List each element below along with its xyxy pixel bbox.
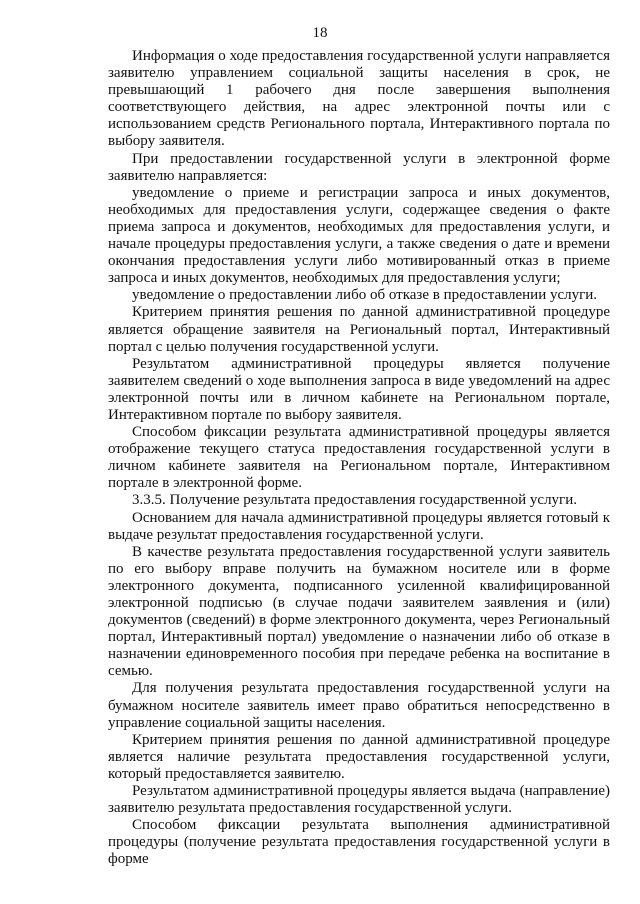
page-number: 18 (312, 25, 328, 41)
paragraph-result-options: В качестве результата предоставления государственной услуги заявитель по его выбору вправе получить на бумажном носителе или в форме электронного документа, подписанного усиленной квалифицированной электронной подписью (в случае подачи заявителем заявления и (или) документов (сведений) в форме электронного документа, через Региональный портал, Интерактивный портал) уведомление о назначении либо об отказе в назначении единовременного пособия при передаче ребенка на воспитание в семью. (108, 543, 610, 680)
paragraph-paper-carrier: Для получения результата предоставления государственной услуги на бумажном носителе заявитель имеет право обратиться непосредственно в управление социальной защиты населения. (108, 680, 610, 731)
paragraph-status-info: Информация о ходе предоставления государственной услуги направляется заявителю управлением социальной защиты населения в срок, не превышающий 1 рабочего дня после завершения выполнения соответствующего действия, на адрес электронной почты или с использованием средств Регионального портала, Интерактивного портала по выбору заявителя. (108, 48, 610, 150)
paragraph-notice-reception: уведомление о приеме и регистрации запроса и иных документов, необходимых для предоставления услуги, содержащее сведения о факте приема запроса и документов, необходимых для предоставления услуги, и начале процедуры предоставления услуги, а также сведения о дате и времени окончания предоставления услуги либо мотивированный отказ в приеме запроса и иных документов, необходимых для предоставления услуги; (108, 184, 610, 287)
paragraph-criterion-result: Критерием принятия решения по данной административной процедуре является наличие результата предоставления государственной услуги, который предоставляется заявителю. (108, 731, 610, 782)
document-body (108, 48, 610, 869)
paragraph-criterion-portal: Критерием принятия решения по данной административной процедуре является обращение заявителя на Региональный портал, Интерактивный портал с целью получения государственной услуги. (108, 304, 610, 355)
paragraph-electronic-form: При предоставлении государственной услуги в электронной форме заявителю направляется: (108, 150, 610, 184)
paragraph-basis: Основанием для начала административной процедуры является готовый к выдаче результат предоставления государственной услуги. (108, 509, 610, 543)
paragraph-fixation-status: Способом фиксации результата административной процедуры является отображение текущего статуса предоставления государственной услуги в личном кабинете заявителя на Региональном портале, Интерактивном портале в электронной форме. (108, 424, 610, 492)
paragraph-result-delivery: Результатом административной процедуры является выдача (направление) заявителю результата предоставления государственной услуги. (108, 783, 610, 817)
section-heading-3-3-5: 3.3.5. Получение результата предоставления государственной услуги. (132, 492, 577, 509)
paragraph-result-info: Результатом административной процедуры является получение заявителем сведений о ходе выполнения запроса в виде уведомлений на адрес электронной почты или в личном кабинете на Региональном портале, Интерактивном портале по выбору заявителя. (108, 355, 610, 423)
paragraph-notice-result: уведомление о предоставлении либо об отказе в предоставлении услуги. (132, 287, 598, 304)
paragraph-fixation-method: Способом фиксации результата выполнения административной процедуры (получение результата предоставления государственной услуги в форме (108, 817, 610, 868)
